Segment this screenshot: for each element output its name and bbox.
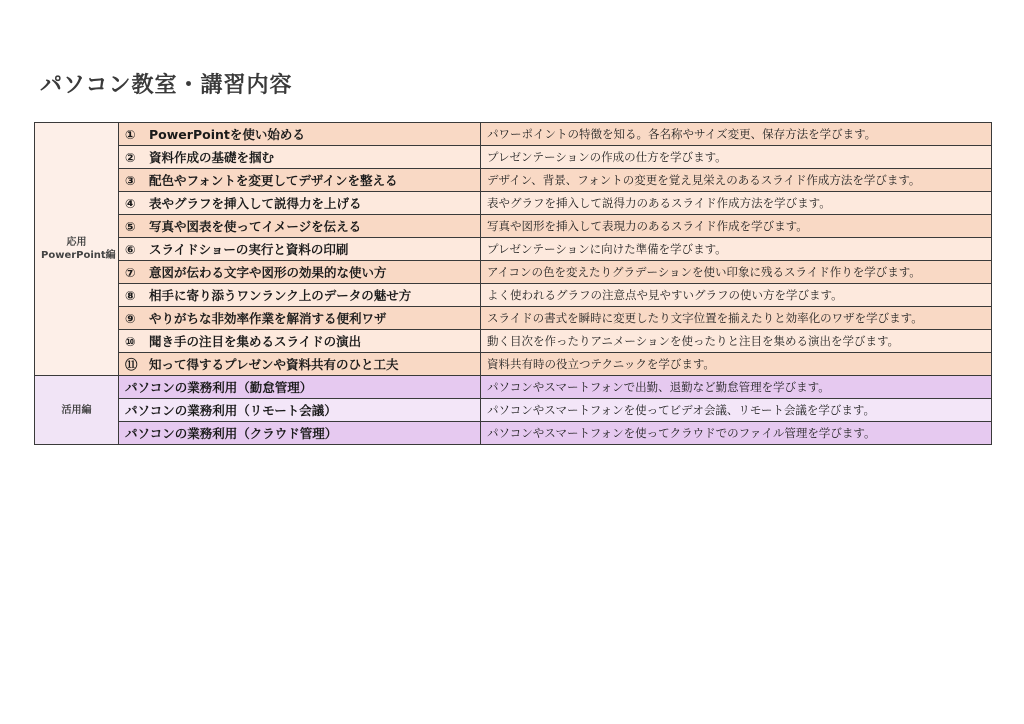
lesson-number: ④ xyxy=(125,196,136,211)
lesson-description: パソコンやスマートフォンを使ってビデオ会議、リモート会議を学びます。 xyxy=(481,399,992,422)
lesson-title-cell xyxy=(119,192,481,215)
section-label-practical xyxy=(35,376,119,445)
table-row xyxy=(35,307,992,330)
lesson-description: パソコンやスマートフォンで出勤、退勤など勤怠管理を学びます。 xyxy=(481,376,992,399)
lesson-description: プレゼンテーションの作成の仕方を学びます。 xyxy=(481,146,992,169)
table-row xyxy=(35,376,992,399)
lesson-title: やりがちな非効率作業を解消する便利ワザ xyxy=(149,311,387,326)
lesson-title: 表やグラフを挿入して説得力を上げる xyxy=(149,196,362,211)
lesson-number: ⑨ xyxy=(125,311,136,326)
lesson-number: ③ xyxy=(125,173,136,188)
lesson-title-cell xyxy=(119,215,481,238)
lesson-title-cell xyxy=(119,146,481,169)
lesson-number: ⑦ xyxy=(125,265,136,280)
lesson-description: スライドの書式を瞬時に変更したり文字位置を揃えたりと効率化のワザを学びます。 xyxy=(481,307,992,330)
lesson-number: ① xyxy=(125,127,136,142)
table-row xyxy=(35,399,992,422)
lesson-description: 写真や図形を挿入して表現力のあるスライド作成を学びます。 xyxy=(481,215,992,238)
lesson-title-cell xyxy=(119,238,481,261)
table-row xyxy=(35,146,992,169)
lesson-number: ⑧ xyxy=(125,288,136,303)
lesson-number: ⑩ xyxy=(125,334,136,349)
table-row xyxy=(35,215,992,238)
lesson-title: スライドショーの実行と資料の印刷 xyxy=(149,242,349,257)
lesson-description: 資料共有時の役立つテクニックを学びます。 xyxy=(481,353,992,376)
section-label-powerpoint xyxy=(35,123,119,376)
lesson-title: 相手に寄り添うワンランク上のデータの魅せ方 xyxy=(149,288,412,303)
lesson-title-cell xyxy=(119,284,481,307)
lesson-description: プレゼンテーションに向けた準備を学びます。 xyxy=(481,238,992,261)
lesson-title: 資料作成の基礎を掴む xyxy=(149,150,275,165)
lesson-title: パソコンの業務利用（勤怠管理） xyxy=(119,376,481,399)
lesson-description: デザイン、背景、フォントの変更を覚え見栄えのあるスライド作成方法を学びます。 xyxy=(481,169,992,192)
table-row xyxy=(35,261,992,284)
lesson-title: 知って得するプレゼンや資料共有のひと工夫 xyxy=(149,357,399,372)
lesson-title: パソコンの業務利用（リモート会議） xyxy=(119,399,481,422)
table-row xyxy=(35,330,992,353)
lesson-description: パワーポイントの特徴を知る。各名称やサイズ変更、保存方法を学びます。 xyxy=(481,123,992,146)
lesson-title-cell xyxy=(119,169,481,192)
lesson-title-cell xyxy=(119,307,481,330)
lesson-number: ⑤ xyxy=(125,219,136,234)
section-label-line1: 応用 xyxy=(66,237,87,248)
lesson-description: よく使われるグラフの注意点や見やすいグラフの使い方を学びます。 xyxy=(481,284,992,307)
lesson-title: 写真や図表を使ってイメージを伝える xyxy=(149,219,362,234)
lesson-title-cell xyxy=(119,330,481,353)
lesson-description: アイコンの色を変えたりグラデーションを使い印象に残るスライド作りを学びます。 xyxy=(481,261,992,284)
lesson-number: ⑪ xyxy=(125,357,138,372)
table-row xyxy=(35,123,992,146)
lesson-number: ⑥ xyxy=(125,242,136,257)
lesson-title: 意図が伝わる文字や図形の効果的な使い方 xyxy=(149,265,387,280)
table-row xyxy=(35,238,992,261)
section-label-line1: 活用編 xyxy=(61,404,92,416)
table-row xyxy=(35,169,992,192)
lesson-title: 聞き手の注目を集めるスライドの演出 xyxy=(149,334,362,349)
lesson-title-cell xyxy=(119,123,481,146)
lesson-title: 配色やフォントを変更してデザインを整える xyxy=(149,173,398,188)
lesson-description: 表やグラフを挿入して説得力のあるスライド作成方法を学びます。 xyxy=(481,192,992,215)
lesson-description: パソコンやスマートフォンを使ってクラウドでのファイル管理を学びます。 xyxy=(481,422,992,445)
page-title: パソコン教室・講習内容 xyxy=(40,73,293,98)
lesson-number: ② xyxy=(125,150,136,165)
lesson-title-cell xyxy=(119,261,481,284)
table-row xyxy=(35,353,992,376)
lesson-title: PowerPointを使い始める xyxy=(149,127,305,142)
lesson-title-cell xyxy=(119,353,481,376)
table-row xyxy=(35,192,992,215)
table-row xyxy=(35,422,992,445)
lesson-description: 動く目次を作ったりアニメーションを使ったりと注目を集める演出を学びます。 xyxy=(481,330,992,353)
section-label-line2: PowerPoint編 xyxy=(41,250,116,261)
table-row xyxy=(35,284,992,307)
lesson-title: パソコンの業務利用（クラウド管理） xyxy=(119,422,481,445)
curriculum-table xyxy=(34,122,992,445)
